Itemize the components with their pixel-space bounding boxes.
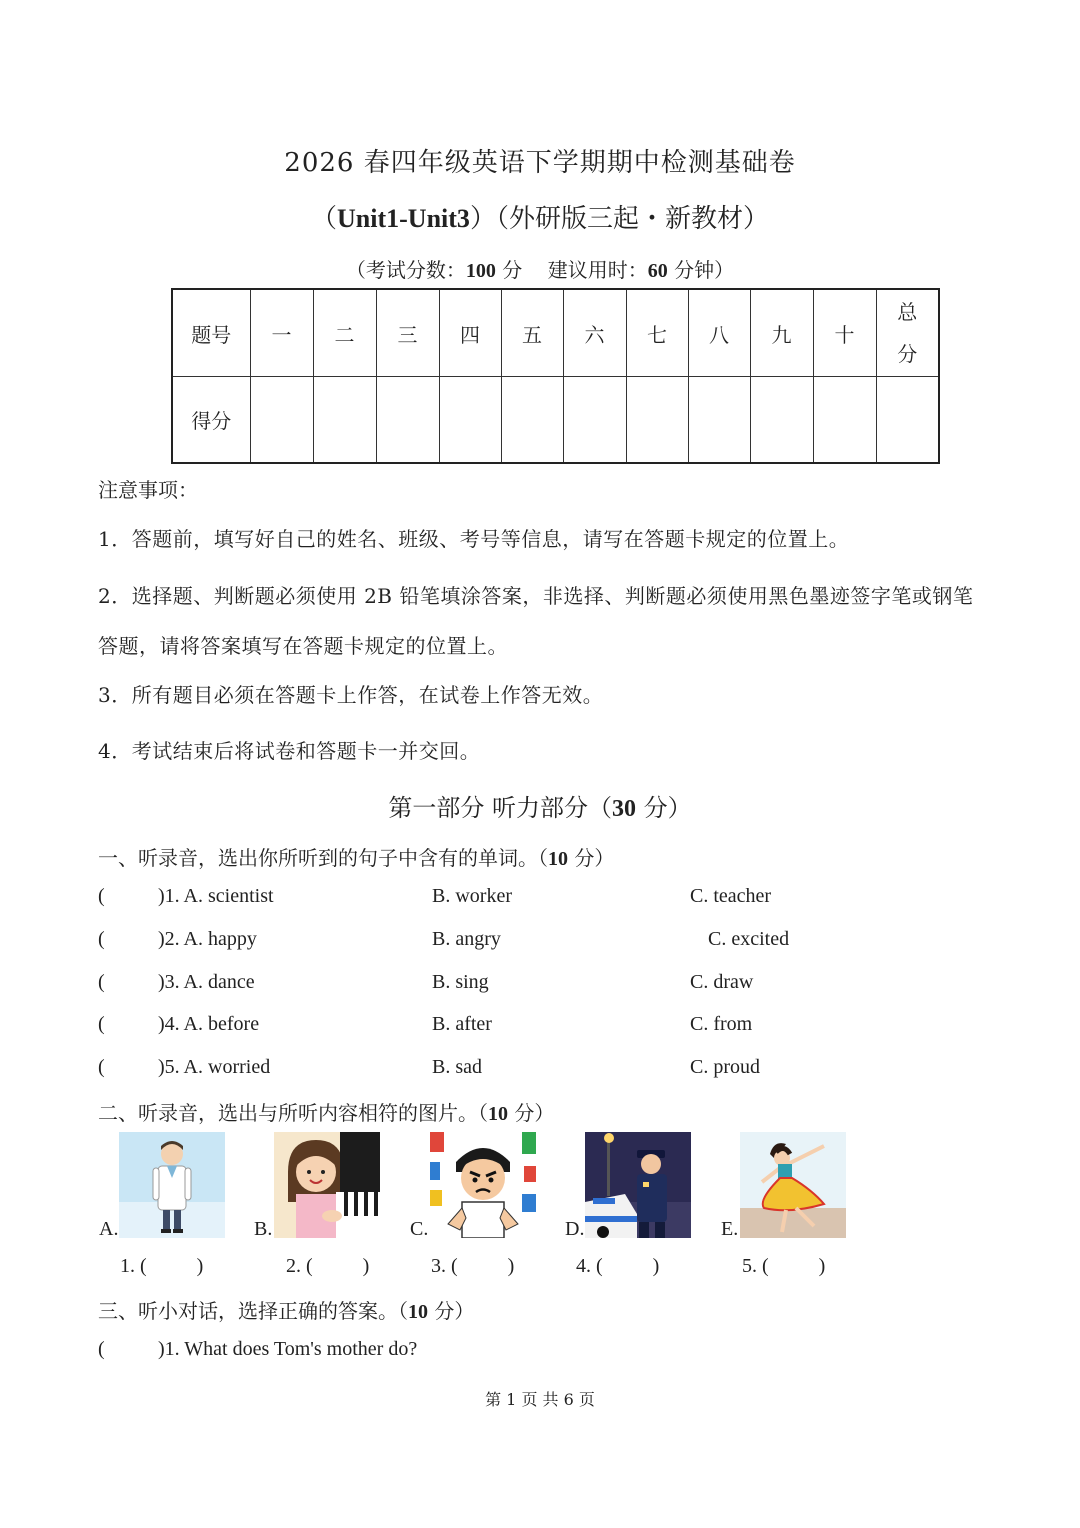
option-b: B. sing [432,971,489,993]
column-header: 二 [313,289,376,377]
answer-bracket[interactable]: ( [98,1338,105,1360]
option-b: B. angry [432,928,501,950]
score-cell[interactable] [501,377,563,464]
score-cell[interactable] [688,377,750,464]
page-footer: 第 1 页 共 6 页 [485,1390,595,1409]
note-item: 答题，请将答案填写在答题卡规定的位置上。 [98,634,508,658]
question-row [98,971,998,999]
angry-boy-icon [430,1132,536,1238]
score-cell[interactable] [750,377,813,464]
column-header: 九 [750,289,813,377]
total-top-char: 总 [897,300,918,324]
column-header: 六 [563,289,626,377]
option-b: B. sad [432,1056,482,1078]
column-header: 四 [439,289,501,377]
option-c: C. from [690,1013,753,1035]
column-header: 三 [376,289,439,377]
option-a: )1. A. scientist [158,885,274,907]
answer-bracket[interactable]: ( [98,1013,105,1035]
score-cell[interactable] [626,377,688,464]
option-b: B. after [432,1013,492,1035]
option-a: )2. A. happy [158,928,257,950]
picture-answer-blank[interactable]: 1. ( ) [120,1255,204,1277]
picture-letter: D. [565,1218,585,1240]
column-header: 十 [813,289,876,377]
row-label-question-number: 题号 [172,289,250,377]
picture-answer-blank[interactable]: 5. ( ) [742,1255,826,1277]
time-unit: 分钟 [667,258,715,282]
question-number-row [172,289,939,377]
score-table [171,288,940,464]
police-officer-icon [585,1132,691,1238]
score-cell[interactable] [813,377,876,464]
answer-bracket[interactable]: ( [98,885,105,907]
question-row [98,1013,998,1041]
option-c: C. excited [708,928,790,950]
doctor-icon [119,1132,225,1238]
section2-heading-end: 分） [508,1101,555,1125]
dancing-girl-icon [740,1132,846,1238]
section1-heading-end: 分） [568,846,615,870]
girl-piano-icon [274,1132,380,1238]
score-cell[interactable] [563,377,626,464]
time-label: 建议用时： [547,258,648,282]
option-c: C. proud [690,1056,760,1078]
option-a: )3. A. dance [158,971,255,993]
section3-heading-text: 三、听小对话，选择正确的答案。（ [98,1299,408,1323]
section3-score: 10 [408,1301,428,1323]
column-header: 八 [688,289,750,377]
note-item: 1．答题前，填写好自己的姓名、班级、考号等信息，请写在答题卡规定的位置上。 [98,527,850,551]
score-cell-total[interactable] [876,377,939,464]
option-a: )4. A. before [158,1013,260,1035]
note-item: 2．选择题、判断题必须使用 2B 铅笔填涂答案，非选择、判断题必须使用黑色墨迹签字笔或钢笔 [98,584,974,608]
exam-title: 2026 春四年级英语下学期期中检测基础卷 [284,148,796,178]
picture-answer-blank[interactable]: 4. ( ) [576,1255,660,1277]
time-value: 60 [647,260,668,282]
score-unit: 分 [495,258,523,282]
column-header: 五 [501,289,563,377]
column-header: 七 [626,289,688,377]
section3-heading [98,1295,474,1324]
question-row [98,1056,998,1084]
picture-letter: A. [99,1218,119,1240]
score-value: 100 [465,260,496,282]
answer-bracket[interactable]: ( [98,971,105,993]
section2-heading-text: 二、听录音，选出与所听内容相符的图片。（ [98,1101,488,1125]
listening-part-heading [0,788,1080,823]
notes-title: 注意事项： [98,478,198,502]
total-bottom-char: 分 [897,342,918,366]
section1-heading-text: 一、听录音，选出你所听到的句子中含有的单词。（ [98,846,548,870]
option-a: )5. A. worried [158,1056,271,1078]
question-row [98,928,998,956]
column-header-total [876,289,939,377]
option-c: C. draw [690,971,754,993]
option-c: C. teacher [690,885,772,907]
note-item: 3．所有题目必须在答题卡上作答，在试卷上作答无效。 [98,683,604,707]
score-label: 考试分数： [365,258,466,282]
row-label-score: 得分 [172,377,250,464]
section1-heading [98,842,614,871]
answer-bracket[interactable]: ( [98,1056,105,1078]
section3-heading-end: 分） [428,1299,475,1323]
section2-score: 10 [488,1103,508,1125]
picture-answer-blank[interactable]: 2. ( ) [286,1255,370,1277]
score-cell[interactable] [250,377,313,464]
column-header: 一 [250,289,313,377]
exam-subtitle: （Unit1-Unit3）（外研版三起・新教材） [311,204,769,234]
score-row [172,377,939,464]
section2-heading [98,1097,554,1126]
question-row [98,885,998,913]
score-cell[interactable] [376,377,439,464]
picture-letter: E. [721,1218,739,1240]
option-b: B. worker [432,885,512,907]
textbook-edition: 外研版三起・新教材 [508,204,743,234]
note-item: 4．考试结束后将试卷和答题卡一并交回。 [98,739,481,763]
question-text: )1. What does Tom's mother do? [158,1338,418,1360]
picture-letter: B. [254,1218,273,1240]
question-row [98,1338,998,1366]
part-heading-score: 30 [612,796,636,822]
unit-range: Unit1-Unit3 [337,204,470,233]
picture-letter: C. [410,1218,429,1240]
part-heading-text: 第一部分 听力部分（ [388,794,612,822]
picture-answer-blank[interactable]: 3. ( ) [431,1255,515,1277]
score-cell[interactable] [313,377,376,464]
part-heading-end: 分） [636,794,692,822]
answer-bracket[interactable]: ( [98,928,105,950]
section1-score: 10 [548,848,568,870]
exam-info: （考试分数：100 分 建议用时：60 分钟） [345,258,735,282]
score-cell[interactable] [439,377,501,464]
